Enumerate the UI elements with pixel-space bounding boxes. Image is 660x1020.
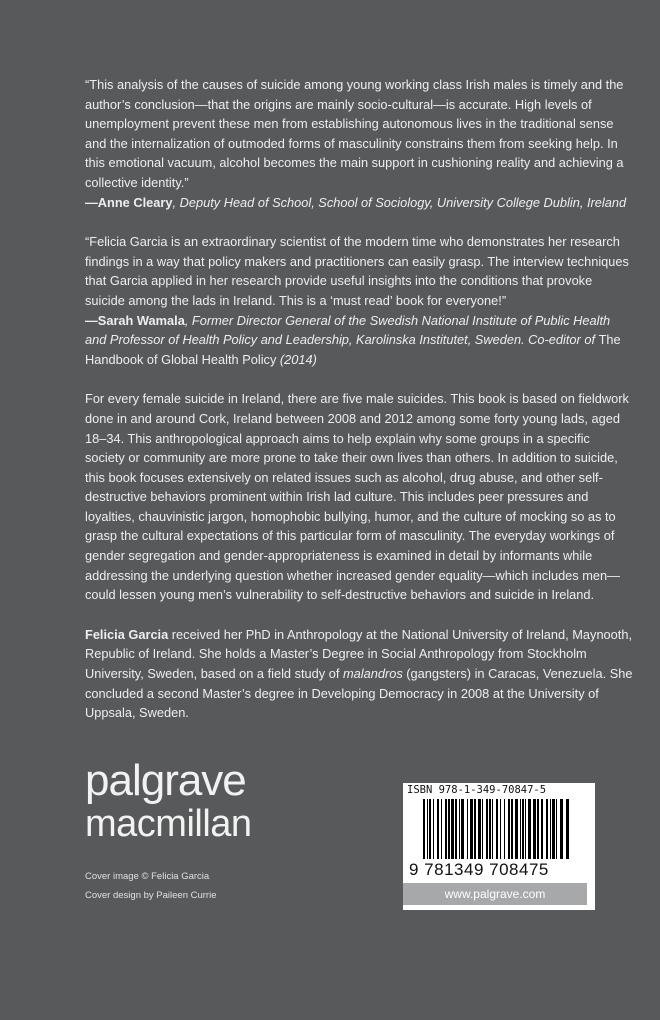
cover-design-credit: Cover design by Paileen Currie (85, 889, 217, 901)
barcode-bar (496, 799, 498, 859)
book-title: The Handbook of Global Health Policy (85, 332, 621, 367)
barcode-bar (433, 799, 434, 859)
barcode-bar (474, 799, 476, 859)
barcode-bar (511, 799, 513, 859)
barcode-bar (445, 799, 447, 859)
barcode-bar (550, 799, 551, 859)
author-name: Felicia Garcia (85, 626, 169, 642)
barcode-bar (451, 799, 454, 859)
barcode-bar (459, 799, 460, 859)
barcode-bar (437, 799, 439, 859)
bio-text: (gangsters) in Caracas, Venezuela. She concluded a second Master’s degree in Developing Democracy in 2008 at the University of Uppsala, Sweden. (85, 666, 633, 721)
barcode-bar (492, 799, 493, 859)
barcode-bar (533, 799, 536, 859)
barcode-bar (455, 799, 457, 859)
barcode-bar (508, 799, 510, 859)
barcode-bar (525, 799, 526, 859)
barcode-bar (556, 799, 557, 859)
book-description: For every female suicide in Ireland, there are five male suicides. This book is based on fieldwork done in and around Cork, Ireland between 2008 and 2012 among some forty young lads, aged 18–34. This anthropological approach aims to help explain why some groups in a specific society or community are more prone to take their own lives than others. In addition to suicide, this book focuses extensively on related issues such as alcohol, drug abuse, and other self-destructive behaviors prominent within Irish lad culture. This includes peer pressures and loyalties, chauvinistic jargon, homophobic bullying, humor, and the culture of mocking so as to grasp the cultural expectations of this particular form of masculinity. The everyday workings of gender segregation and gender-appropriateness is examined in detail by informants while addressing the underlying question whether increased gender equality—which includes men—could lessen young men’s vulnerability to self-destructive behaviors and suicide in Ireland. (85, 391, 629, 603)
barcode-digits: 9 781349 708475 (409, 860, 549, 879)
barcode-bar (541, 799, 543, 859)
barcode-bar (500, 799, 501, 859)
barcode-bar (552, 799, 555, 859)
isbn-barcode (403, 783, 595, 910)
author-bio (85, 625, 633, 723)
barcode-bars (423, 799, 569, 859)
bio-term: malandros (342, 666, 403, 682)
reviewer-affiliation: , Former Director General of the Swedish National Institute of Public Health and Professor of Health Policy and Leadership, Karolinska Institutet, Sweden. Co-editor of (85, 312, 611, 348)
logo-line2: macmillan (85, 802, 252, 845)
cover-image-credit: Cover image © Felicia Garcia (85, 870, 210, 882)
publisher-logo (85, 755, 385, 845)
barcode-bar (478, 799, 481, 859)
barcode-bar (470, 799, 473, 859)
quote-text: “This analysis of the causes of suicide among young working class Irish males is timely and the author’s conclusion—that the origins are mainly socio-cultural—is accurate. High levels of unemployment prevent these men from establishing autonomous lives in the traditional sense and the internalization of outmoded forms of masculinity constrains them from seeking help. In this emotional vacuum, alcohol becomes the main support in cushioning reality and achieving a collective identity.” (85, 77, 624, 190)
barcode-bar (423, 799, 425, 859)
barcode-bar (520, 799, 521, 859)
barcode-bar (515, 799, 518, 859)
quote-text: “Felicia Garcia is an extraordinary scientist of the modern time who demonstrates her research findings in a way that policy makers and practitioners can easily grasp. The interview techniques that Garcia applied in her research provide useful insights into the conditions that provoke suicide among the lads in Ireland. This is a ‘must read’ book for everyone!” (85, 234, 629, 308)
review-quote-wamala (85, 232, 633, 369)
barcode-bar (504, 799, 505, 859)
reviewer-name: —Anne Cleary (85, 194, 173, 210)
barcode-bar (429, 799, 431, 859)
bio-text: received her PhD in Anthropology at the National University of Ireland, Maynooth, Republic of Ireland. She holds a Master’s Degree in Social Anthropology from Stockholm University, Sweden, based on a field study of (85, 626, 633, 682)
barcode-bar (441, 799, 442, 859)
barcode-bar (522, 799, 524, 859)
barcode-bar (546, 799, 548, 859)
barcode-bar (461, 799, 464, 859)
barcode-bar (427, 799, 428, 859)
publisher-url: www.palgrave.com (403, 883, 587, 905)
review-quote-cleary (85, 75, 633, 212)
barcode-bar (486, 799, 488, 859)
isbn-text: ISBN 978-1-349-70847-5 (407, 784, 547, 796)
logo-line1: palgrave (85, 755, 246, 805)
barcode-bar (528, 799, 531, 859)
barcode-bar (489, 799, 491, 859)
barcode-bar (560, 799, 563, 859)
barcode-bar (467, 799, 468, 859)
book-year: (2014) (276, 351, 317, 367)
reviewer-name: —Sarah Wamala (85, 312, 185, 328)
barcode-bar (482, 799, 483, 859)
barcode-bar (537, 799, 539, 859)
barcode-bar (448, 799, 450, 859)
back-cover-text (85, 75, 633, 905)
barcode-bar (566, 799, 569, 859)
reviewer-affiliation: , Deputy Head of School, School of Sociology, University College Dublin, Ireland (172, 194, 627, 210)
